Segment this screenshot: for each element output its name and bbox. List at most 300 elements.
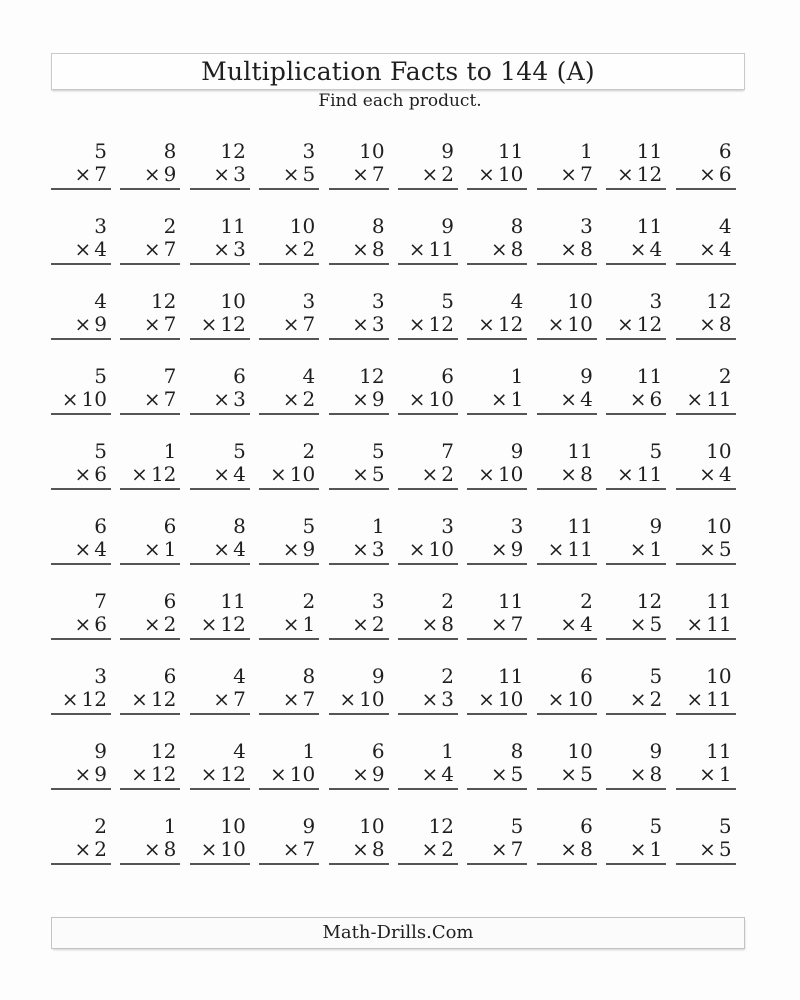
multiply-icon: ×: [74, 762, 92, 786]
multiplier: 12: [220, 312, 246, 336]
problem-cell: [676, 590, 736, 665]
problem-cell: [606, 440, 666, 515]
multiply-icon: ×: [699, 162, 716, 186]
problem-cell: [259, 140, 319, 215]
multiplier: 6: [649, 387, 663, 411]
multiplier: 11: [428, 237, 454, 261]
multiplicand: 3: [510, 514, 524, 538]
problem-cell: [467, 740, 527, 815]
page-title: Multiplication Facts to 144 (A): [201, 57, 595, 86]
multiplicand: 3: [94, 214, 107, 238]
multiply-icon: ×: [421, 762, 439, 786]
multiplier: 6: [718, 162, 732, 186]
multiplier-row: [329, 313, 389, 336]
answer-line: [120, 263, 180, 265]
multiplier: 8: [580, 837, 593, 861]
multiplier: 1: [510, 387, 524, 411]
multiply-icon: ×: [74, 837, 92, 861]
multiplicand: 11: [497, 139, 524, 163]
multiplier-row: [259, 688, 319, 711]
multiplier-row: [190, 838, 250, 861]
multiply-icon: ×: [74, 537, 92, 561]
multiplicand: 1: [510, 364, 524, 388]
multiply-icon: ×: [282, 387, 300, 411]
problem-cell: [676, 215, 736, 290]
answer-line: [329, 488, 389, 490]
problem-cell: [398, 365, 458, 440]
multiplier: 1: [718, 762, 732, 786]
multiplicand: 6: [163, 664, 177, 688]
problem-cell: [398, 590, 458, 665]
answer-line: [190, 338, 250, 340]
multiply-icon: ×: [421, 162, 439, 186]
multiplicand: 5: [649, 439, 663, 463]
problem-cell: [537, 140, 597, 215]
multiplicand: 6: [718, 139, 732, 163]
problem-cell: [259, 365, 319, 440]
answer-line: [51, 563, 111, 565]
multiplier-row: [398, 838, 458, 861]
answer-line: [537, 788, 597, 790]
multiplier-row: [51, 838, 111, 861]
multiplier-row: [259, 763, 319, 786]
multiply-icon: ×: [408, 387, 426, 411]
multiplier: 11: [706, 387, 732, 411]
multiplicand: 4: [94, 289, 107, 313]
multiplier-row: [467, 613, 527, 636]
answer-line: [467, 263, 527, 265]
multiplier: 9: [371, 762, 385, 786]
answer-line: [259, 638, 319, 640]
answer-line: [190, 788, 250, 790]
multiplicand: 3: [94, 664, 107, 688]
answer-line: [398, 263, 458, 265]
answer-line: [51, 788, 111, 790]
multiplier: 10: [289, 762, 316, 786]
answer-line: [190, 713, 250, 715]
multiply-icon: ×: [352, 462, 369, 486]
problem-cell: [120, 215, 180, 290]
answer-line: [606, 863, 666, 865]
multiply-icon: ×: [213, 387, 231, 411]
problem-cell: [606, 815, 666, 890]
answer-line: [51, 863, 111, 865]
multiplier-row: [537, 388, 597, 411]
answer-line: [537, 638, 597, 640]
problem-cell: [537, 740, 597, 815]
multiplier: 6: [94, 612, 107, 636]
answer-line: [329, 338, 389, 340]
multiplicand: 11: [636, 139, 663, 163]
answer-line: [398, 863, 458, 865]
problem-cell: [190, 140, 250, 215]
multiplier: 10: [428, 387, 454, 411]
multiply-icon: ×: [200, 762, 218, 786]
problem-cell: [259, 665, 319, 740]
multiplier: 8: [163, 837, 177, 861]
multiplicand: 12: [220, 139, 246, 163]
multiplier-row: [51, 538, 111, 561]
multiply-icon: ×: [269, 462, 287, 486]
multiplicand: 10: [359, 139, 385, 163]
multiplier-row: [676, 763, 736, 786]
answer-line: [329, 563, 389, 565]
multiplier: 7: [580, 162, 593, 186]
multiplier-row: [190, 238, 250, 261]
problem-cell: [190, 515, 250, 590]
problem-cell: [537, 590, 597, 665]
multiplier-row: [190, 613, 250, 636]
multiplier: 10: [359, 687, 385, 711]
multiply-icon: ×: [616, 462, 634, 486]
answer-line: [120, 413, 180, 415]
multiplier-row: [190, 313, 250, 336]
multiplier-row: [606, 163, 666, 186]
multiplicand: 7: [94, 589, 107, 613]
multiplier-row: [606, 538, 666, 561]
multiplicand: 5: [371, 439, 385, 463]
multiply-icon: ×: [143, 237, 161, 261]
problem-cell: [676, 440, 736, 515]
problem-cell: [467, 815, 527, 890]
problem-cell: [329, 590, 389, 665]
multiply-icon: ×: [699, 837, 716, 861]
problem-cell: [190, 440, 250, 515]
multiplier: 12: [636, 312, 663, 336]
multiplier: 4: [718, 462, 732, 486]
multiplicand: 9: [441, 214, 454, 238]
multiplier: 4: [233, 537, 246, 561]
problem-cell: [537, 290, 597, 365]
multiplier-row: [467, 388, 527, 411]
multiplier: 12: [497, 312, 524, 336]
multiplicand: 3: [580, 214, 593, 238]
answer-line: [51, 188, 111, 190]
problem-cell: [120, 665, 180, 740]
multiplier: 12: [220, 612, 246, 636]
multiplicand: 10: [706, 514, 732, 538]
multiplicand: 3: [371, 589, 385, 613]
multiplier-row: [329, 463, 389, 486]
multiplicand: 4: [718, 214, 732, 238]
answer-line: [51, 413, 111, 415]
answer-line: [467, 488, 527, 490]
answer-line: [467, 713, 527, 715]
multiplier-row: [190, 688, 250, 711]
multiplier: 10: [567, 687, 593, 711]
multiplicand: 5: [510, 814, 524, 838]
multiplier: 5: [580, 762, 593, 786]
problem-cell: [606, 290, 666, 365]
multiplicand: 5: [302, 514, 316, 538]
multiply-icon: ×: [352, 762, 369, 786]
multiplicand: 12: [428, 814, 454, 838]
multiplicand: 11: [497, 664, 524, 688]
multiplier: 8: [580, 462, 593, 486]
answer-line: [259, 863, 319, 865]
problem-cell: [537, 215, 597, 290]
multiply-icon: ×: [560, 462, 578, 486]
multiplicand: 5: [94, 139, 107, 163]
multiply-icon: ×: [686, 687, 704, 711]
multiplier: 7: [302, 687, 316, 711]
answer-line: [51, 713, 111, 715]
multiply-icon: ×: [560, 162, 578, 186]
multiply-icon: ×: [490, 612, 508, 636]
multiply-icon: ×: [629, 387, 647, 411]
multiplicand: 11: [636, 364, 663, 388]
multiply-icon: ×: [131, 462, 148, 486]
multiplier-row: [467, 238, 527, 261]
problem-cell: [606, 590, 666, 665]
multiplier-row: [190, 388, 250, 411]
multiply-icon: ×: [490, 837, 508, 861]
multiplicand: 12: [150, 289, 177, 313]
answer-line: [120, 713, 180, 715]
answer-line: [537, 713, 597, 715]
multiplier: 9: [371, 387, 385, 411]
multiplier: 2: [163, 612, 177, 636]
multiplicand: 11: [220, 214, 246, 238]
multiply-icon: ×: [478, 312, 495, 336]
multiplier: 10: [81, 387, 107, 411]
multiplicand: 10: [220, 289, 246, 313]
multiply-icon: ×: [213, 162, 231, 186]
problem-cell: [398, 815, 458, 890]
problem-cell: [467, 290, 527, 365]
multiplier: 4: [94, 537, 107, 561]
multiply-icon: ×: [478, 462, 495, 486]
problem-cell: [467, 140, 527, 215]
multiplier-row: [51, 463, 111, 486]
multiplier-row: [398, 688, 458, 711]
multiplicand: 6: [94, 514, 107, 538]
multiplier-row: [398, 163, 458, 186]
worksheet-instructions: Find each product.: [318, 91, 482, 111]
multiplier: 8: [441, 612, 454, 636]
answer-line: [329, 638, 389, 640]
multiplier-row: [537, 463, 597, 486]
answer-line: [537, 263, 597, 265]
problem-cell: [467, 365, 527, 440]
multiply-icon: ×: [560, 387, 578, 411]
answer-line: [190, 413, 250, 415]
multiply-icon: ×: [629, 612, 647, 636]
multiply-icon: ×: [143, 162, 161, 186]
multiplicand: 11: [636, 214, 663, 238]
problem-cell: [51, 140, 111, 215]
multiplier-row: [537, 688, 597, 711]
problem-cell: [606, 140, 666, 215]
answer-line: [398, 338, 458, 340]
answer-line: [190, 638, 250, 640]
multiplier: 10: [497, 687, 524, 711]
multiply-icon: ×: [352, 837, 369, 861]
multiplicand: 7: [441, 439, 454, 463]
multiplier-row: [329, 163, 389, 186]
multiplier: 4: [441, 762, 454, 786]
multiplicand: 9: [649, 514, 663, 538]
multiplier: 7: [510, 612, 524, 636]
problem-cell: [398, 740, 458, 815]
multiplicand: 2: [94, 814, 107, 838]
multiplier-row: [259, 613, 319, 636]
multiply-icon: ×: [74, 462, 92, 486]
multiplier: 10: [428, 537, 454, 561]
multiplicand: 12: [706, 289, 732, 313]
multiplier: 11: [706, 612, 732, 636]
multiply-icon: ×: [560, 762, 578, 786]
problem-cell: [120, 815, 180, 890]
problem-cell: [120, 290, 180, 365]
problem-cell: [676, 290, 736, 365]
multiply-icon: ×: [352, 537, 369, 561]
multiplier-row: [467, 163, 527, 186]
multiply-icon: ×: [74, 312, 92, 336]
multiply-icon: ×: [686, 387, 704, 411]
multiplier: 7: [371, 162, 385, 186]
multiplier: 11: [636, 462, 663, 486]
multiplier: 4: [580, 612, 593, 636]
answer-line: [467, 863, 527, 865]
problem-cell: [190, 215, 250, 290]
multiplier: 5: [649, 612, 663, 636]
multiplier-row: [329, 838, 389, 861]
multiplier: 8: [718, 312, 732, 336]
multiply-icon: ×: [282, 687, 300, 711]
multiplicand: 2: [441, 589, 454, 613]
multiplier-row: [537, 538, 597, 561]
multiply-icon: ×: [629, 687, 647, 711]
multiplier: 9: [510, 537, 524, 561]
problem-cell: [537, 440, 597, 515]
answer-line: [259, 713, 319, 715]
multiplier: 2: [649, 687, 663, 711]
multiplier-row: [329, 613, 389, 636]
multiplier-row: [467, 463, 527, 486]
multiplier: 1: [163, 537, 177, 561]
multiplicand: 4: [233, 664, 246, 688]
multiply-icon: ×: [490, 762, 508, 786]
answer-line: [676, 638, 736, 640]
multiply-icon: ×: [282, 162, 300, 186]
multiply-icon: ×: [547, 312, 565, 336]
multiply-icon: ×: [352, 162, 369, 186]
multiplier: 5: [718, 837, 732, 861]
multiplicand: 11: [567, 514, 593, 538]
multiplicand: 8: [510, 739, 524, 763]
multiplier-row: [120, 388, 180, 411]
multiplier-row: [537, 238, 597, 261]
multiplicand: 4: [510, 289, 524, 313]
problem-cell: [51, 440, 111, 515]
problem-cell: [467, 440, 527, 515]
answer-line: [190, 563, 250, 565]
answer-line: [51, 263, 111, 265]
problems-grid: [51, 140, 745, 890]
multiplier-row: [398, 313, 458, 336]
multiplier-row: [329, 688, 389, 711]
multiplier-row: [467, 688, 527, 711]
multiplicand: 10: [359, 814, 385, 838]
multiplier: 5: [371, 462, 385, 486]
problem-cell: [606, 215, 666, 290]
answer-line: [190, 188, 250, 190]
multiplicand: 10: [567, 289, 593, 313]
multiplier-row: [259, 463, 319, 486]
multiplier: 12: [150, 687, 177, 711]
multiplier-row: [537, 163, 597, 186]
multiplicand: 9: [510, 439, 524, 463]
problem-cell: [259, 290, 319, 365]
problem-cell: [676, 740, 736, 815]
multiplier: 3: [371, 537, 385, 561]
multiplicand: 2: [718, 364, 732, 388]
multiplier: 3: [371, 312, 385, 336]
problem-cell: [51, 815, 111, 890]
multiplicand: 1: [302, 739, 316, 763]
multiplicand: 1: [580, 139, 593, 163]
multiply-icon: ×: [200, 612, 218, 636]
answer-line: [120, 188, 180, 190]
answer-line: [120, 338, 180, 340]
problem-cell: [51, 215, 111, 290]
multiply-icon: ×: [352, 312, 369, 336]
problem-cell: [398, 140, 458, 215]
multiply-icon: ×: [213, 462, 231, 486]
multiplier-row: [398, 763, 458, 786]
multiply-icon: ×: [61, 687, 79, 711]
problem-cell: [190, 365, 250, 440]
multiplicand: 5: [649, 664, 663, 688]
problem-cell: [190, 665, 250, 740]
answer-line: [467, 413, 527, 415]
answer-line: [467, 638, 527, 640]
multiply-icon: ×: [143, 537, 161, 561]
multiply-icon: ×: [282, 237, 300, 261]
multiply-icon: ×: [699, 537, 716, 561]
multiplier: 8: [371, 837, 385, 861]
multiply-icon: ×: [686, 612, 704, 636]
multiply-icon: ×: [143, 387, 161, 411]
problem-cell: [537, 515, 597, 590]
multiplier-row: [120, 163, 180, 186]
answer-line: [676, 488, 736, 490]
answer-line: [676, 788, 736, 790]
problem-cell: [398, 215, 458, 290]
multiplier: 2: [371, 612, 385, 636]
problem-cell: [51, 590, 111, 665]
answer-line: [676, 863, 736, 865]
problem-cell: [676, 140, 736, 215]
problem-cell: [51, 290, 111, 365]
answer-line: [606, 563, 666, 565]
problem-cell: [51, 665, 111, 740]
multiplicand: 12: [636, 589, 663, 613]
answer-line: [537, 338, 597, 340]
multiply-icon: ×: [408, 537, 426, 561]
multiplier-row: [676, 313, 736, 336]
multiply-icon: ×: [339, 687, 357, 711]
multiplicand: 11: [220, 589, 246, 613]
problem-cell: [329, 740, 389, 815]
problem-cell: [676, 665, 736, 740]
multiplier-row: [398, 613, 458, 636]
multiplicand: 10: [567, 739, 593, 763]
answer-line: [606, 338, 666, 340]
answer-line: [329, 188, 389, 190]
multiplicand: 12: [359, 364, 385, 388]
